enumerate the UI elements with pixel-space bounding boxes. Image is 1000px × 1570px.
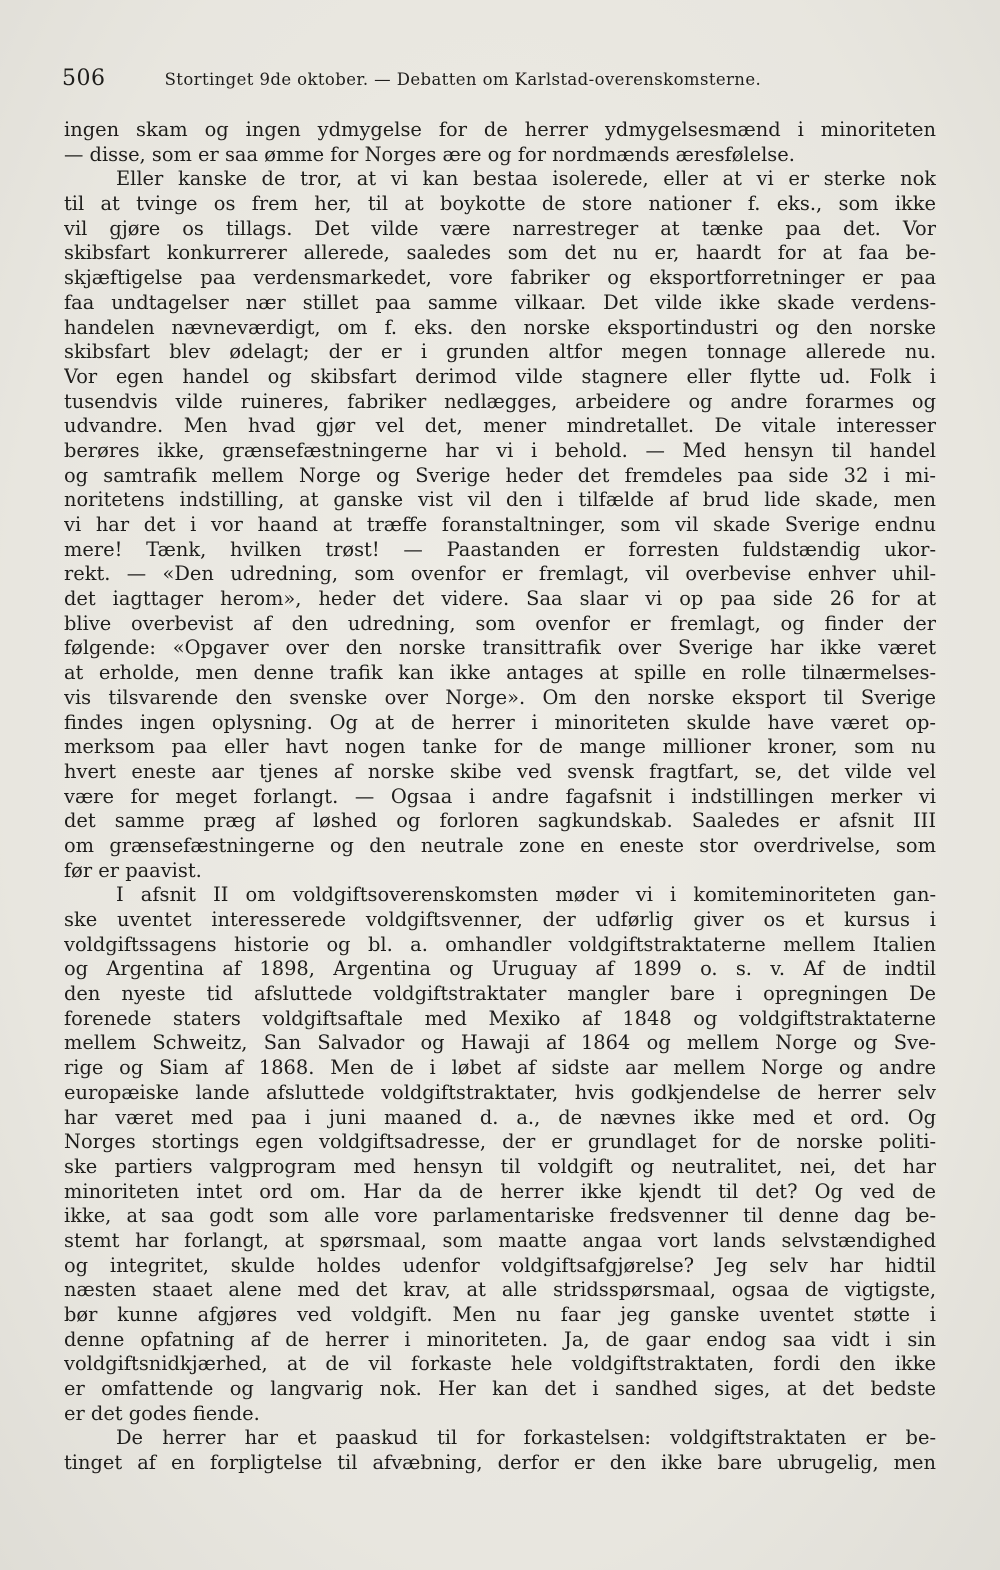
text-line: skjæftigelse paa verdensmarkedet, vore fabriker og eksportforretninger er paa xyxy=(64,266,936,290)
text-line: det iagttager herom», heder det videre. Saa slaar vi op paa side 26 for at xyxy=(64,587,936,611)
text-line: til at tvinge os frem her, til at boykotte de store nationer f. eks., som ikke xyxy=(64,192,936,216)
body-text xyxy=(64,118,936,1476)
text-line: De herrer har et paaskud til for forkastelsen: voldgiftstraktaten er be- xyxy=(116,1426,936,1450)
text-line: den nyeste tid afsluttede voldgiftstraktater mangler bare i opregningen De xyxy=(64,982,936,1006)
text-line: ingen skam og ingen ydmygelse for de herrer ydmygelsesmænd i minoriteten xyxy=(64,118,936,141)
text-line: før er paavist. xyxy=(64,858,202,882)
text-line: Vor egen handel og skibsfart derimod vilde stagnere eller flytte ud. Folk i xyxy=(64,364,936,388)
text-line: bør kunne afgjøres ved voldgift. Men nu faar jeg ganske uventet støtte i xyxy=(64,1303,936,1326)
text-line: Eller kanske de tror, at vi kan bestaa isolerede, eller at vi er sterke nok xyxy=(116,167,936,191)
text-line: vi har det i vor haand at træffe foranstaltninger, som vil skade Sverige endnu xyxy=(64,513,936,536)
text-line: er omfattende og langvarig nok. Her kan det i sandhed siges, at det bedste xyxy=(64,1377,936,1401)
text-line: noritetens indstilling, at ganske vist vil den i tilfælde af brud lide skade, men xyxy=(64,488,936,512)
text-line: være for meget forlangt. — Ogsaa i andre fagafsnit i indstillingen merker vi xyxy=(64,784,936,808)
text-line: Norges stortings egen voldgiftsadresse, der er grundlaget for de norske politi- xyxy=(64,1130,936,1154)
text-line: udvandre. Men hvad gjør vel det, mener mindretallet. De vitale interesser xyxy=(64,414,936,438)
text-line: findes ingen oplysning. Og at de herrer i minoriteten skulde have været op- xyxy=(64,710,936,734)
text-line: minoriteten intet ord om. Har da de herrer ikke kjendt til det? Og ved de xyxy=(64,1179,936,1203)
text-line: — disse, som er saa ømme for Norges ære og for nordmænds æresfølelse. xyxy=(64,142,795,166)
text-line: forenede staters voldgiftsaftale med Mexiko af 1848 og voldgiftstraktaterne xyxy=(64,1006,936,1030)
text-line: blive overbevist af den udredning, som ovenfor er fremlagt, og finder der xyxy=(64,611,936,635)
text-line: og Argentina af 1898, Argentina og Uruguay af 1899 o. s. v. Af de indtil xyxy=(64,957,936,981)
text-line: er det godes fiende. xyxy=(64,1401,260,1425)
text-line: tusendvis vilde ruineres, fabriker nedlægges, arbeidere og andre forarmes og xyxy=(64,389,936,413)
text-line: vil gjøre os tillags. Det vilde være narrestreger at tænke paa det. Vor xyxy=(64,216,936,240)
text-line: rekt. — «Den udredning, som ovenfor er fremlagt, vil overbevise enhver uhil- xyxy=(64,562,936,586)
text-line: I afsnit II om voldgiftsoverenskomsten møder vi i komiteminoriteten gan- xyxy=(116,883,936,907)
text-line: handelen nævneværdigt, om f. eks. den norske eksportindustri og den norske xyxy=(64,315,936,339)
text-line: ske partiers valgprogram med hensyn til voldgift og neutralitet, nei, det har xyxy=(64,1154,936,1178)
text-line: stemt har forlangt, at spørsmaal, som maatte angaa vort lands selvstændighed xyxy=(64,1228,936,1252)
text-line: ske uventet interesserede voldgiftsvenner, der udførlig giver os et kursus i xyxy=(64,908,936,931)
text-line: mellem Schweitz, San Salvador og Hawaji af 1864 og mellem Norge og Sve- xyxy=(64,1031,936,1055)
running-title: Stortinget 9de oktober. — Debatten om Karlstad-overenskomsterne. xyxy=(164,70,762,89)
text-line: denne opfatning af de herrer i minoriteten. Ja, de gaar endog saa vidt i sin xyxy=(64,1327,936,1351)
text-line: merksom paa eller havt nogen tanke for de mange millioner kroner, som nu xyxy=(64,735,936,759)
text-line: vis tilsvarende den svenske over Norge». Om den norske eksport til Sverige xyxy=(64,685,936,709)
text-line: har været med paa i juni maaned d. a., de nævnes ikke med et ord. Og xyxy=(64,1105,936,1129)
text-line: voldgiftsnidkjærhed, at de vil forkaste hele voldgiftstraktaten, fordi den ikke xyxy=(64,1352,936,1376)
text-line: det samme præg af løshed og forloren sagkundskab. Saaledes er afsnit III xyxy=(64,809,936,833)
text-line: mere! Tænk, hvilken trøst! — Paastanden er forresten fuldstændig ukor- xyxy=(64,537,936,561)
text-line: hvert eneste aar tjenes af norske skibe ved svensk fragtfart, se, det vilde vel xyxy=(64,759,936,783)
text-line: faa undtagelser nær stillet paa samme vilkaar. Det vilde ikke skade verdens- xyxy=(64,290,936,314)
page-number: 506 xyxy=(62,66,106,91)
text-line: voldgiftssagens historie og bl. a. omhandler voldgiftstraktaterne mellem Italien xyxy=(64,932,936,956)
text-line: berøres ikke, grænsefæstningerne har vi i behold. — Med hensyn til handel xyxy=(64,438,936,462)
text-line: europæiske lande afsluttede voldgiftstraktater, hvis godkjendelse de herrer selv xyxy=(64,1080,936,1104)
text-line: følgende: «Opgaver over den norske transittrafik over Sverige har ikke været xyxy=(64,636,936,660)
text-line: at erholde, men denne trafik kan ikke antages at spille en rolle tilnærmelses- xyxy=(64,661,936,685)
text-line: og samtrafik mellem Norge og Sverige heder det fremdeles paa side 32 i mi- xyxy=(64,463,936,487)
text-line: skibsfart blev ødelagt; der er i grunden altfor megen tonnage allerede nu. xyxy=(64,340,936,364)
text-line: om grænsefæstningerne og den neutrale zone en eneste stor overdrivelse, som xyxy=(64,833,936,857)
text-line: skibsfart konkurrerer allerede, saaledes som det nu er, haardt for at faa be- xyxy=(64,241,936,265)
text-line: næsten staaet alene med det krav, at alle stridsspørsmaal, ogsaa de vigtigste, xyxy=(64,1278,936,1302)
text-line: tinget af en forpligtelse til afvæbning, derfor er den ikke bare ubrugelig, men xyxy=(64,1451,936,1475)
text-line: rige og Siam af 1868. Men de i løbet af sidste aar mellem Norge og andre xyxy=(64,1056,936,1080)
text-line: og integritet, skulde holdes udenfor voldgiftsafgjørelse? Jeg selv har hidtil xyxy=(64,1253,936,1277)
running-header xyxy=(62,66,942,100)
text-line: ikke, at saa godt som alle vore parlamentariske fredsvenner til denne dag be- xyxy=(64,1204,936,1228)
